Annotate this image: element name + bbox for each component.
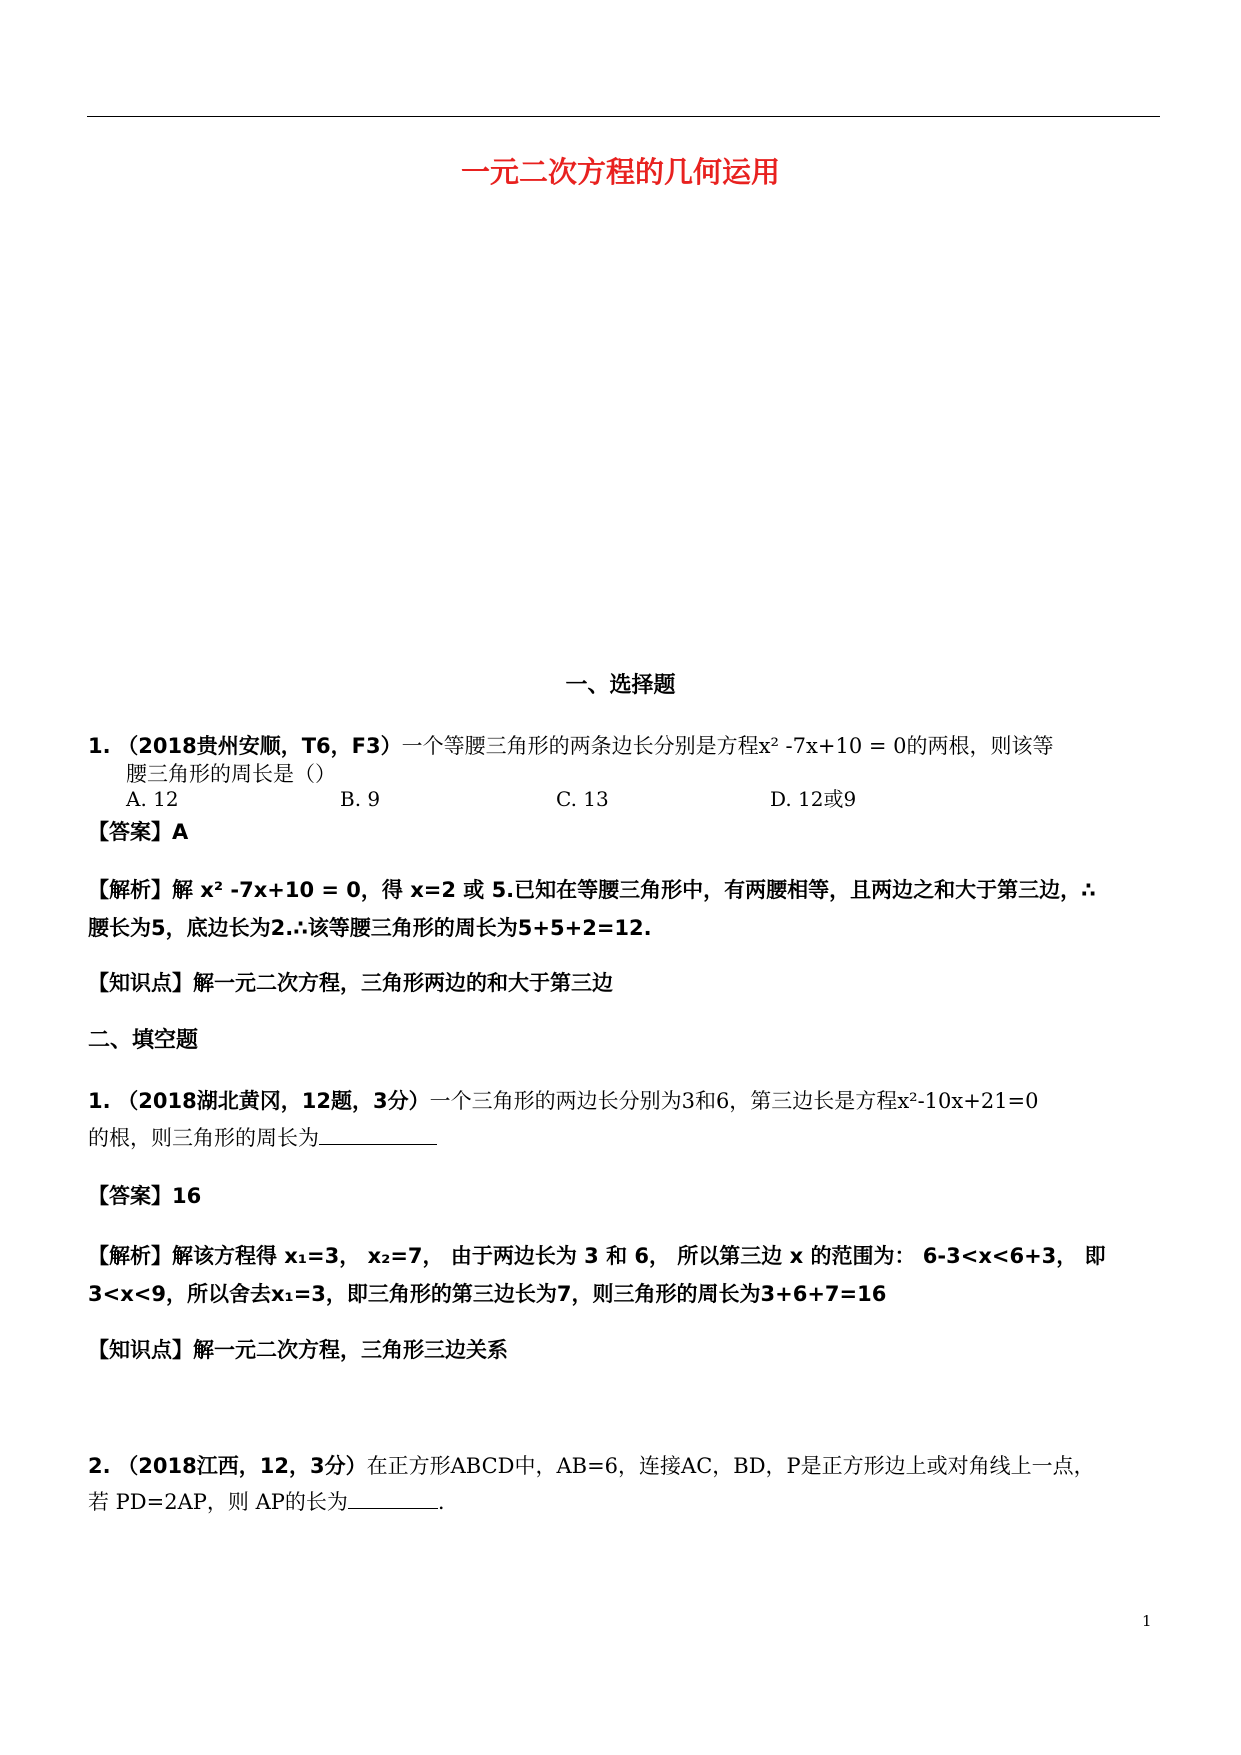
question-text-tail: 的两根，则该等 [906, 734, 1054, 758]
question-text: 一个等腰三角形的两条边长分别是方程 [401, 734, 759, 758]
question-equation: x²-10x+21=0 [897, 1089, 1039, 1113]
knowledge-text: 解一元二次方程，三角形三边关系 [193, 1338, 508, 1362]
question-source: （2018江西，12，3分） [117, 1454, 367, 1478]
question-source: （2018贵州安顺，T6，F3） [117, 734, 402, 758]
option-d: D. 12或9 [770, 787, 857, 811]
answer-label: 【答案】 [88, 820, 172, 844]
question-source: （2018湖北黄冈，12题，3分） [117, 1089, 430, 1113]
question-number: 1. [88, 1089, 111, 1113]
knowledge-label: 【知识点】 [88, 1338, 193, 1362]
answer-blank [348, 1488, 438, 1509]
question-2-1-stem-line2 [88, 1124, 437, 1152]
section-heading-fill: 二、填空题 [88, 1028, 199, 1053]
analysis-label: 【解析】 [88, 1244, 172, 1268]
knowledge-1 [88, 969, 613, 997]
option-a: A. 12 [126, 787, 179, 811]
option-c: C. 13 [556, 787, 609, 811]
knowledge-label: 【知识点】 [88, 971, 193, 995]
section-heading-choice: 一、选择题 [565, 673, 676, 698]
answer-value: A [172, 820, 189, 844]
question-1-stem-line2: 腰三角形的周长是（） [126, 762, 336, 786]
analysis-text: 解该方程得 x₁=3， x₂=7， 由于两边长为 3 和 6， 所以第三边 x 的范围为： 6-3<x<6+3， 即 [172, 1244, 1106, 1268]
question-text: 一个三角形的两边长分别为3和6，第三边长是方程 [429, 1089, 898, 1113]
knowledge-2-1 [88, 1336, 508, 1364]
question-number: 2. [88, 1454, 111, 1478]
question-text: 在正方形ABCD中，AB=6，连接AC，BD，P是正方形边上或对角线上一点， [366, 1454, 1095, 1478]
analysis-text: 解 x² -7x+10 = 0，得 x=2 或 5.已知在等腰三角形中，有两腰相等，且两边之和大于第三边，∴ [172, 878, 1096, 902]
question-text: 若 PD=2AP，则 AP的长为 [88, 1490, 348, 1514]
answer-label: 【答案】 [88, 1184, 172, 1208]
document-title: 一元二次方程的几何运用 [460, 155, 780, 189]
question-number: 1. [88, 734, 111, 758]
question-1-stem [88, 732, 1054, 760]
question-2-2-stem [88, 1452, 1095, 1480]
option-b: B. 9 [340, 787, 381, 811]
analysis-2-1-line2: 3<x<9，所以舍去x₁=3，即三角形的第三边长为7，则三角形的周长为3+6+7=16 [88, 1282, 887, 1306]
question-2-2-stem-line2 [88, 1488, 445, 1516]
answer-blank [319, 1124, 437, 1145]
analysis-1-line1 [88, 876, 1096, 904]
knowledge-text: 解一元二次方程，三角形两边的和大于第三边 [193, 971, 613, 995]
page-number: 1 [1142, 1612, 1152, 1630]
question-text-tail: . [437, 1490, 445, 1514]
answer-value: 16 [172, 1184, 202, 1208]
analysis-2-1-line1 [88, 1242, 1106, 1270]
question-text: 的根，则三角形的周长为 [88, 1126, 319, 1150]
question-equation: x² -7x+10 = 0 [758, 734, 907, 758]
analysis-1-line2: 腰长为5，底边长为2.∴该等腰三角形的周长为5+5+2=12. [88, 916, 652, 940]
header-rule [87, 116, 1160, 117]
answer-1 [88, 818, 188, 846]
question-2-1-stem [88, 1087, 1039, 1115]
answer-2-1 [88, 1182, 201, 1210]
analysis-label: 【解析】 [88, 878, 172, 902]
